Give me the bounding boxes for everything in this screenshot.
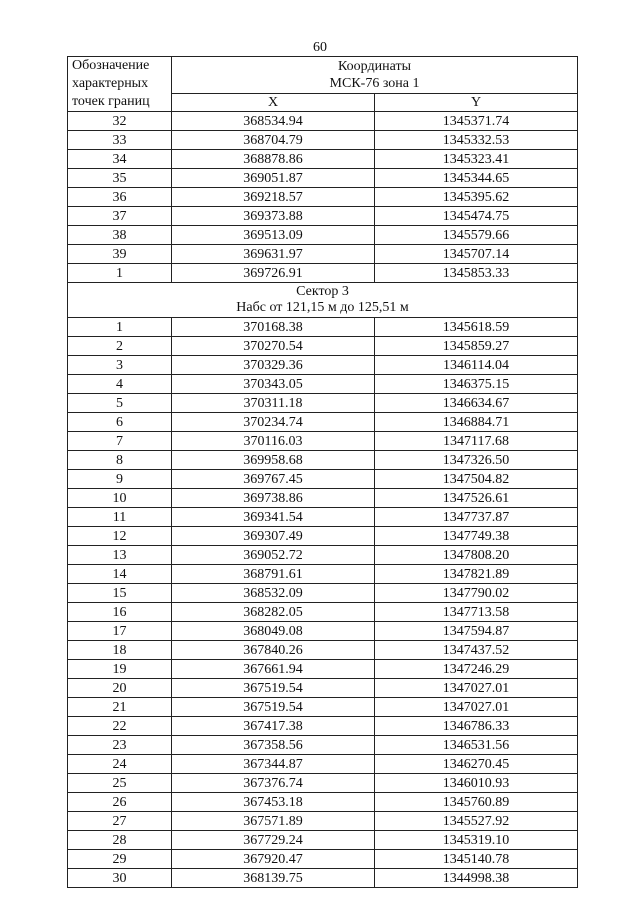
x-coordinate-cell: 369958.68 [172,451,375,470]
y-column-header: Y [375,94,578,112]
x-coordinate-cell: 367920.47 [172,850,375,869]
x-coordinate-cell: 367376.74 [172,774,375,793]
x-coordinate-cell: 369307.49 [172,527,375,546]
y-coordinate-cell: 1346270.45 [375,755,578,774]
y-coordinate-cell: 1347808.20 [375,546,578,565]
table-row [68,207,578,226]
table-row [68,774,578,793]
table-row [68,717,578,736]
sector-subtitle: Набс от 121,15 м до 125,51 м [236,300,409,315]
table-row [68,812,578,831]
y-coordinate-cell: 1347437.52 [375,641,578,660]
point-id-cell: 13 [68,546,172,565]
table-row [68,527,578,546]
point-id-cell: 2 [68,337,172,356]
point-id-header-line: Обозначение [72,58,150,73]
x-coordinate-cell: 369341.54 [172,508,375,527]
point-id-cell: 18 [68,641,172,660]
x-coordinate-cell: 369218.57 [172,188,375,207]
x-coordinate-cell: 369052.72 [172,546,375,565]
table-row [68,226,578,245]
point-id-cell: 6 [68,413,172,432]
point-id-cell: 21 [68,698,172,717]
section-2-body [68,318,578,888]
y-coordinate-cell: 1347737.87 [375,508,578,527]
x-coordinate-cell: 370116.03 [172,432,375,451]
table-row [68,112,578,131]
x-coordinate-cell: 368139.75 [172,869,375,888]
table-row [68,245,578,264]
table-row [68,451,578,470]
table-row [68,546,578,565]
table-row [68,565,578,584]
point-id-cell: 1 [68,264,172,283]
y-coordinate-cell: 1345474.75 [375,207,578,226]
coordinates-table [67,56,578,888]
coordinates-header [172,57,578,94]
y-coordinate-cell: 1345371.74 [375,112,578,131]
table-row [68,831,578,850]
x-coordinate-cell: 367417.38 [172,717,375,736]
x-coordinate-cell: 367729.24 [172,831,375,850]
table-row [68,850,578,869]
point-id-cell: 9 [68,470,172,489]
x-coordinate-cell: 367571.89 [172,812,375,831]
point-id-cell: 14 [68,565,172,584]
x-coordinate-cell: 367358.56 [172,736,375,755]
x-coordinate-cell: 368878.86 [172,150,375,169]
x-coordinate-cell: 370168.38 [172,318,375,337]
point-id-cell: 12 [68,527,172,546]
y-coordinate-cell: 1345319.10 [375,831,578,850]
point-id-cell: 16 [68,603,172,622]
sector-header [68,283,578,318]
y-coordinate-cell: 1345332.53 [375,131,578,150]
point-id-cell: 7 [68,432,172,451]
y-coordinate-cell: 1347027.01 [375,698,578,717]
table-row [68,603,578,622]
y-coordinate-cell: 1346375.15 [375,375,578,394]
point-id-cell: 37 [68,207,172,226]
x-coordinate-cell: 367519.54 [172,679,375,698]
point-id-cell: 29 [68,850,172,869]
y-coordinate-cell: 1347790.02 [375,584,578,603]
point-id-cell: 8 [68,451,172,470]
y-coordinate-cell: 1346010.93 [375,774,578,793]
y-coordinate-cell: 1346634.67 [375,394,578,413]
table-row [68,169,578,188]
x-coordinate-cell: 368791.61 [172,565,375,584]
table-row [68,470,578,489]
table-row [68,356,578,375]
x-coordinate-cell: 369051.87 [172,169,375,188]
point-id-cell: 28 [68,831,172,850]
x-coordinate-cell: 370270.54 [172,337,375,356]
table-row [68,131,578,150]
coordinates-header-line: Координаты [338,59,411,74]
y-coordinate-cell: 1346884.71 [375,413,578,432]
point-id-cell: 22 [68,717,172,736]
y-coordinate-cell: 1346114.04 [375,356,578,375]
x-coordinate-cell: 370311.18 [172,394,375,413]
y-coordinate-cell: 1345344.65 [375,169,578,188]
y-coordinate-cell: 1347749.38 [375,527,578,546]
point-id-cell: 34 [68,150,172,169]
table-row [68,736,578,755]
x-coordinate-cell: 367519.54 [172,698,375,717]
point-id-cell: 15 [68,584,172,603]
x-coordinate-cell: 370329.36 [172,356,375,375]
y-coordinate-cell: 1347713.58 [375,603,578,622]
y-coordinate-cell: 1347526.61 [375,489,578,508]
table-row [68,413,578,432]
y-coordinate-cell: 1347594.87 [375,622,578,641]
point-id-cell: 10 [68,489,172,508]
x-coordinate-cell: 368049.08 [172,622,375,641]
x-coordinate-cell: 367661.94 [172,660,375,679]
table-row [68,755,578,774]
point-id-cell: 1 [68,318,172,337]
y-coordinate-cell: 1347246.29 [375,660,578,679]
point-id-cell: 38 [68,226,172,245]
y-coordinate-cell: 1346786.33 [375,717,578,736]
point-id-cell: 30 [68,869,172,888]
y-coordinate-cell: 1347821.89 [375,565,578,584]
point-id-cell: 35 [68,169,172,188]
x-coordinate-cell: 367453.18 [172,793,375,812]
section-1-body [68,112,578,283]
table-row [68,150,578,169]
table-row [68,337,578,356]
table-row [68,584,578,603]
x-coordinate-cell: 368282.05 [172,603,375,622]
table-row [68,188,578,207]
x-coordinate-cell: 369726.91 [172,264,375,283]
point-id-cell: 32 [68,112,172,131]
point-id-cell: 26 [68,793,172,812]
y-coordinate-cell: 1345323.41 [375,150,578,169]
point-id-header [68,57,172,112]
point-id-cell: 17 [68,622,172,641]
y-coordinate-cell: 1345527.92 [375,812,578,831]
x-coordinate-cell: 367344.87 [172,755,375,774]
x-coordinate-cell: 369738.86 [172,489,375,508]
sector-title: Сектор 3 [296,284,349,299]
y-coordinate-cell: 1345859.27 [375,337,578,356]
coordinates-header-line: МСК-76 зона 1 [329,76,420,91]
y-coordinate-cell: 1345760.89 [375,793,578,812]
point-id-cell: 5 [68,394,172,413]
point-id-cell: 4 [68,375,172,394]
point-id-cell: 3 [68,356,172,375]
y-coordinate-cell: 1347027.01 [375,679,578,698]
point-id-header-line: точек границ [72,94,150,109]
table-row [68,264,578,283]
point-id-cell: 11 [68,508,172,527]
table-row [68,489,578,508]
point-id-cell: 20 [68,679,172,698]
table-row [68,641,578,660]
table-row [68,698,578,717]
sector-header-row [68,283,578,318]
table-row [68,679,578,698]
point-id-cell: 23 [68,736,172,755]
point-id-cell: 39 [68,245,172,264]
table-row [68,622,578,641]
y-coordinate-cell: 1346531.56 [375,736,578,755]
x-coordinate-cell: 367840.26 [172,641,375,660]
sector-header-body [68,283,578,318]
x-coordinate-cell: 368534.94 [172,112,375,131]
y-coordinate-cell: 1347117.68 [375,432,578,451]
page-number: 60 [313,40,327,55]
y-coordinate-cell: 1345579.66 [375,226,578,245]
table-row [68,869,578,888]
table-row [68,394,578,413]
x-coordinate-cell: 369631.97 [172,245,375,264]
y-coordinate-cell: 1345707.14 [375,245,578,264]
point-id-cell: 25 [68,774,172,793]
table-row [68,432,578,451]
y-coordinate-cell: 1347326.50 [375,451,578,470]
table-row [68,375,578,394]
y-coordinate-cell: 1345140.78 [375,850,578,869]
table-row [68,660,578,679]
x-column-header: X [172,94,375,112]
y-coordinate-cell: 1345395.62 [375,188,578,207]
y-coordinate-cell: 1347504.82 [375,470,578,489]
y-coordinate-cell: 1345618.59 [375,318,578,337]
point-id-cell: 19 [68,660,172,679]
y-coordinate-cell: 1345853.33 [375,264,578,283]
x-coordinate-cell: 369373.88 [172,207,375,226]
point-id-cell: 24 [68,755,172,774]
point-id-header-line: характерных [72,76,149,91]
table-row [68,793,578,812]
x-coordinate-cell: 370343.05 [172,375,375,394]
x-coordinate-cell: 368704.79 [172,131,375,150]
table-row [68,318,578,337]
x-coordinate-cell: 368532.09 [172,584,375,603]
table-header-row [68,57,578,94]
x-coordinate-cell: 370234.74 [172,413,375,432]
point-id-cell: 27 [68,812,172,831]
x-coordinate-cell: 369513.09 [172,226,375,245]
point-id-cell: 36 [68,188,172,207]
table-row [68,508,578,527]
point-id-cell: 33 [68,131,172,150]
y-coordinate-cell: 1344998.38 [375,869,578,888]
x-coordinate-cell: 369767.45 [172,470,375,489]
